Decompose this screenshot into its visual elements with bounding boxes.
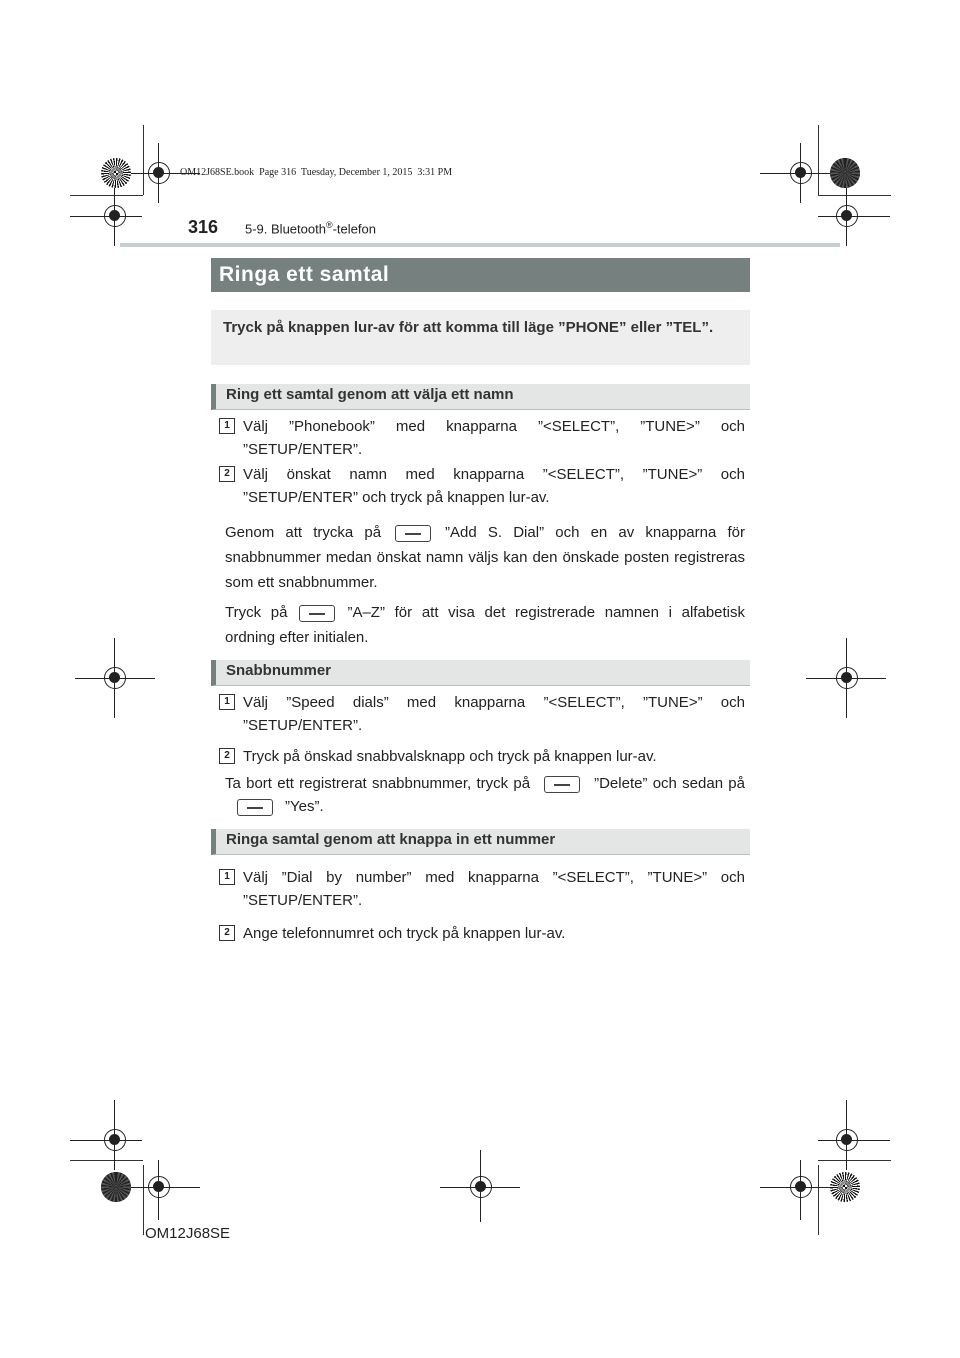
crop-mark [818, 195, 891, 196]
header-rule [120, 243, 840, 247]
step-number: 2 [219, 466, 235, 482]
step-text: Välj önskat namn med knapparna ”<SELECT”, ”TUNE>” och ”SETUP/ENTER” och tryck på knappen lur-av. [243, 466, 745, 506]
crosshair-registration-icon [836, 667, 858, 689]
sunburst-icon [101, 1172, 131, 1202]
crop-mark [70, 1160, 143, 1161]
note-paragraph [225, 520, 745, 595]
step-text: Välj ”Dial by number” med knapparna ”<SELECT”, ”TUNE>” och ”SETUP/ENTER”. [243, 869, 745, 909]
crop-mark [818, 125, 819, 195]
section-heading: Ring ett samtal genom att välja ett namn [211, 384, 750, 410]
step-text: Tryck på önskad snabbvalsknapp och tryck på knappen lur-av. [243, 748, 657, 765]
section-title [245, 220, 376, 236]
step-number: 2 [219, 925, 235, 941]
crosshair-registration-icon [790, 1176, 812, 1198]
note-text: ”Delete” och sedan på [594, 775, 745, 792]
crop-mark [70, 195, 143, 196]
manual-code: OM12J68SE [145, 1225, 231, 1242]
crosshair-registration-icon [148, 162, 170, 184]
page-title: Ringa ett samtal [211, 258, 750, 292]
section-suffix: -telefon [332, 221, 376, 237]
registered-mark: ® [325, 220, 333, 230]
sunburst-icon [830, 158, 860, 188]
note-text: ”Add S. Dial” och en av knapparna för snabbnummer medan önskat namn väljs kan den önskade posten registreras som ett snabbnummer. [225, 524, 745, 591]
crosshair-registration-icon [104, 205, 126, 227]
crosshair-registration-icon [104, 1129, 126, 1151]
note-text: ”A–Z” för att visa det registrerade namnen i alfabetisk ordning efter initialen. [225, 604, 746, 646]
step-text: Välj ”Speed dials” med knapparna ”<SELECT”, ”TUNE>” och ”SETUP/ENTER”. [243, 694, 745, 734]
sunburst-icon [101, 158, 131, 188]
crosshair-registration-icon [148, 1176, 170, 1198]
step-number: 2 [219, 748, 235, 764]
crosshair-registration-icon [470, 1176, 492, 1198]
step-number: 1 [219, 694, 235, 710]
note-paragraph [225, 600, 745, 650]
note-text: Ta bort ett registrerat snabbnummer, tryck på [225, 775, 531, 792]
button-icon [299, 605, 335, 622]
section-prefix: 5-9. Bluetooth [245, 221, 326, 237]
note-paragraph [225, 772, 745, 818]
section-heading: Ringa samtal genom att knappa in ett nummer [211, 829, 750, 855]
step-text: Välj ”Phonebook” med knapparna ”<SELECT”, ”TUNE>” och ”SETUP/ENTER”. [243, 418, 745, 458]
intro-box: Tryck på knappen lur-av för att komma till läge ”PHONE” eller ”TEL”. [211, 310, 750, 365]
step-number: 1 [219, 418, 235, 434]
sunburst-icon [830, 1172, 860, 1202]
step-text: Ange telefonnumret och tryck på knappen lur-av. [243, 925, 566, 942]
book-info: OM12J68SE.book Page 316 Tuesday, December 1, 2015 3:31 PM [180, 167, 453, 178]
crop-mark [143, 1165, 144, 1235]
crosshair-registration-icon [836, 205, 858, 227]
crosshair-registration-icon [104, 667, 126, 689]
crosshair-registration-icon [790, 162, 812, 184]
section-heading: Snabbnummer [211, 660, 750, 686]
note-text: Tryck på [225, 604, 288, 621]
button-icon [237, 799, 273, 816]
button-icon [544, 776, 580, 793]
note-text: Genom att trycka på [225, 524, 382, 541]
note-text: ”Yes”. [285, 798, 324, 815]
button-icon [395, 525, 431, 542]
step-number: 1 [219, 869, 235, 885]
crosshair-registration-icon [836, 1129, 858, 1151]
crop-mark [143, 125, 144, 195]
page-number: 316 [188, 217, 219, 237]
crop-mark [818, 1165, 819, 1235]
crop-mark [818, 1160, 891, 1161]
